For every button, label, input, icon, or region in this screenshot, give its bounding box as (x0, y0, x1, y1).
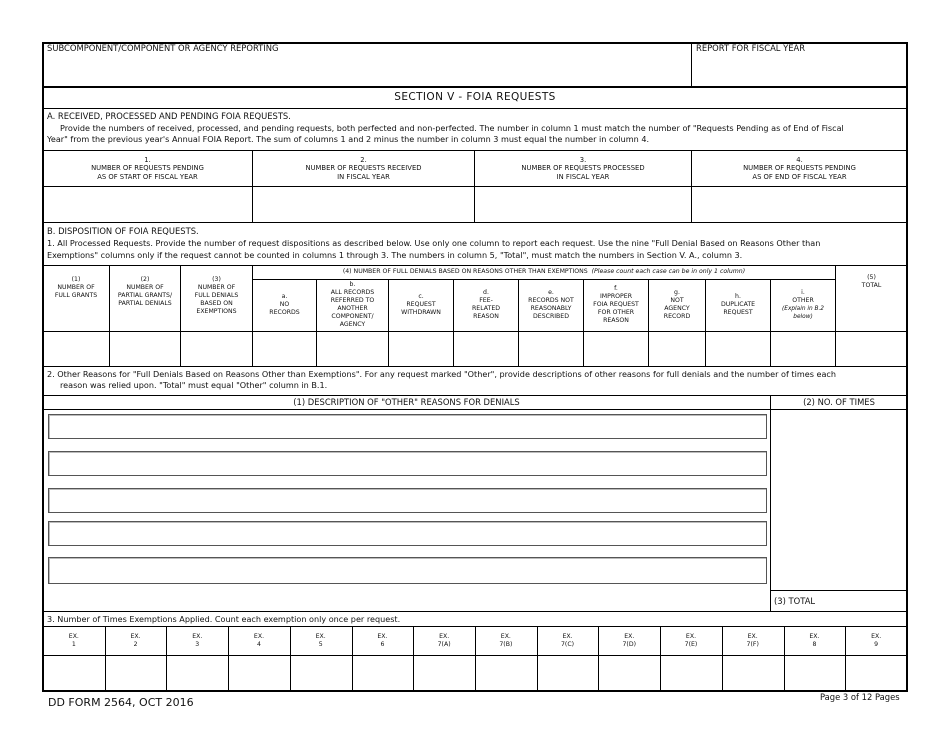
col-divider (252, 150, 253, 222)
exemption-header (413, 628, 475, 654)
exemption-label: EX. (315, 633, 326, 640)
col-divider (660, 626, 661, 691)
desc-header: (1) DESCRIPTION OF "OTHER" REASONS FOR DENIALS (293, 397, 520, 407)
fiscal-year-label: REPORT FOR FISCAL YEAR (696, 43, 806, 53)
exemption-label: EX. (562, 633, 573, 640)
col-divider (388, 279, 389, 366)
col-divider (252, 265, 253, 366)
part-b3-title: 3. Number of Times Exemptions Applied. Count each exemption only once per request. (47, 614, 401, 624)
not-agency-field[interactable] (650, 333, 704, 365)
exemption-label: EX. (809, 633, 820, 640)
exemption-number: 7(F) (746, 641, 759, 648)
exemption-count-field[interactable] (785, 657, 845, 690)
exemption-count-field[interactable] (229, 657, 289, 690)
exemption-number: 4 (257, 641, 261, 648)
agency-field[interactable] (46, 56, 686, 84)
partial-grants-field[interactable] (111, 333, 179, 365)
b1-sub-no-records: a. NO RECORDS (269, 293, 300, 316)
rule (42, 366, 908, 367)
improper-field[interactable] (585, 333, 647, 365)
exemption-label: EX. (439, 633, 450, 640)
exemption-number: 6 (380, 641, 385, 648)
part-a-instructions-1: Provide the numbers of received, processed, and pending requests, both perfected and non-perfected. The number in column 1 must match the number of "Requests Pending as of End of Fiscal (60, 123, 844, 133)
exemption-count-field[interactable] (599, 657, 659, 690)
exemption-count-field[interactable] (414, 657, 474, 690)
exemption-header (43, 628, 105, 654)
part-a-col-2-header: 2. NUMBER OF REQUESTS RECEIVED IN FISCAL YEAR (305, 155, 422, 181)
exemption-label: EX. (192, 633, 203, 640)
b1-sub-fee: d. FEE- RELATED REASON (471, 289, 500, 320)
exemption-count-field[interactable] (476, 657, 536, 690)
pending-end-field[interactable] (693, 188, 906, 221)
part-a-instructions-2: Year" from the previous year's Annual FOIA Report. The sum of columns 1 and 2 minus the number in column 3 must equal the number in column 4. (47, 134, 650, 144)
duplicate-field[interactable] (707, 333, 769, 365)
withdrawn-field[interactable] (390, 333, 452, 365)
exemption-number: 2 (133, 641, 138, 648)
exemption-header (784, 628, 846, 654)
pending-start-field[interactable] (44, 188, 251, 221)
part-b-instructions-2: Exemptions" columns only if the request cannot be counted in columns 1 through 3. The numbers in column 5, "Total", must match the numbers in Section V. A., column 3. (47, 250, 743, 260)
full-grants-field[interactable] (44, 333, 108, 365)
rule (42, 186, 908, 187)
exemption-count-field[interactable] (723, 657, 783, 690)
exemption-header (598, 628, 660, 654)
col-divider (598, 626, 599, 691)
exemption-count-field[interactable] (291, 657, 351, 690)
total-label: (3) TOTAL (774, 596, 816, 606)
exemption-count-field[interactable] (661, 657, 721, 690)
exemption-number: 9 (874, 641, 879, 648)
col-divider (290, 626, 291, 691)
exemption-label: EX. (253, 633, 265, 640)
rule (42, 108, 908, 109)
referred-field[interactable] (318, 333, 387, 365)
col-divider (166, 626, 167, 691)
b1-sub-not-described: e. RECORDS NOT REASONABLY DESCRIBED (528, 289, 574, 320)
part-a-col-3-header: 3. NUMBER OF REQUESTS PROCESSED IN FISCAL YEAR (521, 155, 645, 181)
no-records-field[interactable] (254, 333, 315, 365)
col-divider (518, 279, 519, 366)
full-denials-group-header: (4) NUMBER OF FULL DENIALS BASED ON REASONS OTHER THAN EXEMPTIONS (Please count each case can be in only 1 column) (342, 268, 746, 275)
rule (42, 150, 908, 151)
exemption-header (290, 628, 352, 654)
exemption-label: EX. (685, 633, 697, 640)
b1-col-exemptions: (3) NUMBER OF FULL DENIALS BASED ON EXEMPTIONS (194, 276, 239, 315)
rule (770, 590, 908, 591)
exemption-label: EX. (130, 633, 141, 640)
exemption-number: 1 (71, 641, 76, 648)
exemption-number: 5 (318, 641, 323, 648)
part-a-title: A. RECEIVED, PROCESSED AND PENDING FOIA REQUESTS. (47, 111, 291, 121)
page-number: Page 3 of 12 Pages (820, 692, 900, 702)
other-reason-input-5[interactable] (48, 557, 767, 584)
not-described-field[interactable] (520, 333, 582, 365)
fiscal-year-field[interactable] (695, 56, 903, 84)
exemption-number: 7(E) (684, 641, 698, 648)
rule (42, 86, 908, 88)
col-divider (770, 395, 771, 611)
col-divider (474, 150, 475, 222)
col-divider (413, 626, 414, 691)
exemption-count-field[interactable] (538, 657, 598, 690)
exemption-header (475, 628, 537, 654)
exemption-label: EX. (747, 633, 758, 640)
b1-sub-improper: f. IMPROPER FOIA REQUEST FOR OTHER REASON (593, 285, 639, 324)
exemption-header (352, 628, 414, 654)
exemption-header (537, 628, 599, 654)
exemption-number: 7(B) (499, 641, 513, 648)
exemption-header (722, 628, 784, 654)
header-divider (691, 42, 692, 87)
b1-sub-not-agency: g. NOT AGENCY RECORD (663, 289, 691, 320)
part-a-col-4-header: 4. NUMBER OF REQUESTS PENDING AS OF END OF FISCAL YEAR (743, 155, 856, 181)
part-b2-instructions-2: reason was relied upon. "Total" must equal "Other" column in B.1. (60, 380, 328, 390)
col-divider (691, 150, 692, 222)
rule (42, 409, 908, 410)
other-reason-input-3[interactable] (48, 488, 767, 513)
exemption-count-field[interactable] (44, 657, 104, 690)
total-field[interactable] (837, 333, 906, 365)
rule (42, 611, 908, 612)
form-id: DD FORM 2564, OCT 2016 (48, 696, 194, 709)
agency-label: SUBCOMPONENT/COMPONENT OR AGENCY REPORTING (47, 43, 279, 53)
exemption-header (105, 628, 167, 654)
processed-field[interactable] (476, 188, 690, 221)
b1-sub-withdrawn: c. REQUEST WITHDRAWN (401, 293, 441, 316)
col-divider (770, 279, 771, 366)
times-header: (2) NO. OF TIMES (803, 397, 875, 407)
col-divider (648, 279, 649, 366)
other-reason-input-1[interactable] (48, 414, 767, 439)
exemption-count-field[interactable] (846, 657, 906, 690)
col-divider (109, 265, 110, 366)
exemption-count-field[interactable] (353, 657, 413, 690)
exemption-number: 7(C) (561, 641, 575, 648)
exemption-header (660, 628, 722, 654)
section-title: SECTION V - FOIA REQUESTS (394, 91, 556, 103)
exemption-number: 7(A) (437, 641, 451, 648)
no-of-times-input[interactable] (772, 411, 906, 588)
part-b-instructions-1: 1. All Processed Requests. Provide the number of request dispositions as described below. Use only one column to report each request. Use the nine "Full Denial Based on Reasons Other than (47, 238, 821, 248)
other-reason-input-4[interactable] (48, 521, 767, 546)
exemption-count-field[interactable] (106, 657, 166, 690)
col-divider (475, 626, 476, 691)
other-reason-input-2[interactable] (48, 451, 767, 476)
rule (42, 395, 908, 396)
exemption-header (166, 628, 228, 654)
exemption-number: 7(D) (622, 641, 637, 648)
col-divider (316, 279, 317, 366)
col-divider (583, 279, 584, 366)
exemption-label: EX. (624, 633, 635, 640)
col-divider (537, 626, 538, 691)
exemption-label: EX. (68, 633, 79, 640)
rule (42, 655, 908, 656)
col-divider (180, 265, 181, 366)
exemption-header (228, 628, 290, 654)
exemption-label: EX. (871, 633, 882, 640)
col-divider (845, 626, 846, 691)
exemption-number: 3 (195, 641, 200, 648)
exemption-count-field[interactable] (167, 657, 227, 690)
col-divider (705, 279, 706, 366)
col-divider (722, 626, 723, 691)
b1-sub-other: i. OTHER (Explain in B.2 below) (782, 289, 824, 320)
other-field[interactable] (772, 333, 834, 365)
exemption-label: EX. (377, 633, 388, 640)
exemption-label: EX. (500, 633, 511, 640)
exemption-number: 8 (812, 641, 817, 648)
part-a-col-1-header: 1. NUMBER OF REQUESTS PENDING AS OF START OF FISCAL YEAR (91, 155, 204, 181)
b1-col-total: (5) TOTAL (861, 274, 882, 289)
col-divider (784, 626, 785, 691)
col-divider (228, 626, 229, 691)
exemption-header (845, 628, 907, 654)
col-divider (835, 265, 836, 366)
fee-related-field[interactable] (455, 333, 517, 365)
part-b-title: B. DISPOSITION OF FOIA REQUESTS. (47, 226, 199, 236)
b1-sub-referred: b. ALL RECORDS REFERRED TO ANOTHER COMPONENT/ AGENCY (330, 281, 375, 328)
b1-col-full-grants: (1) NUMBER OF FULL GRANTS (54, 276, 98, 299)
part-b2-instructions-1: 2. Other Reasons for "Full Denials Based on Reasons Other than Exemptions". For any request marked "Other", provide descriptions of other reasons for full denials and the number of times each (47, 369, 837, 379)
col-divider (105, 626, 106, 691)
b1-sub-duplicate: h. DUPLICATE REQUEST (720, 293, 756, 316)
full-denials-exemptions-field[interactable] (182, 333, 251, 365)
received-field[interactable] (254, 188, 473, 221)
rule (42, 265, 908, 266)
rule (42, 331, 908, 332)
col-divider (352, 626, 353, 691)
rule (42, 222, 908, 223)
b1-col-partial: (2) NUMBER OF PARTIAL GRANTS/ PARTIAL DENIALS (117, 276, 173, 307)
col-divider (453, 279, 454, 366)
